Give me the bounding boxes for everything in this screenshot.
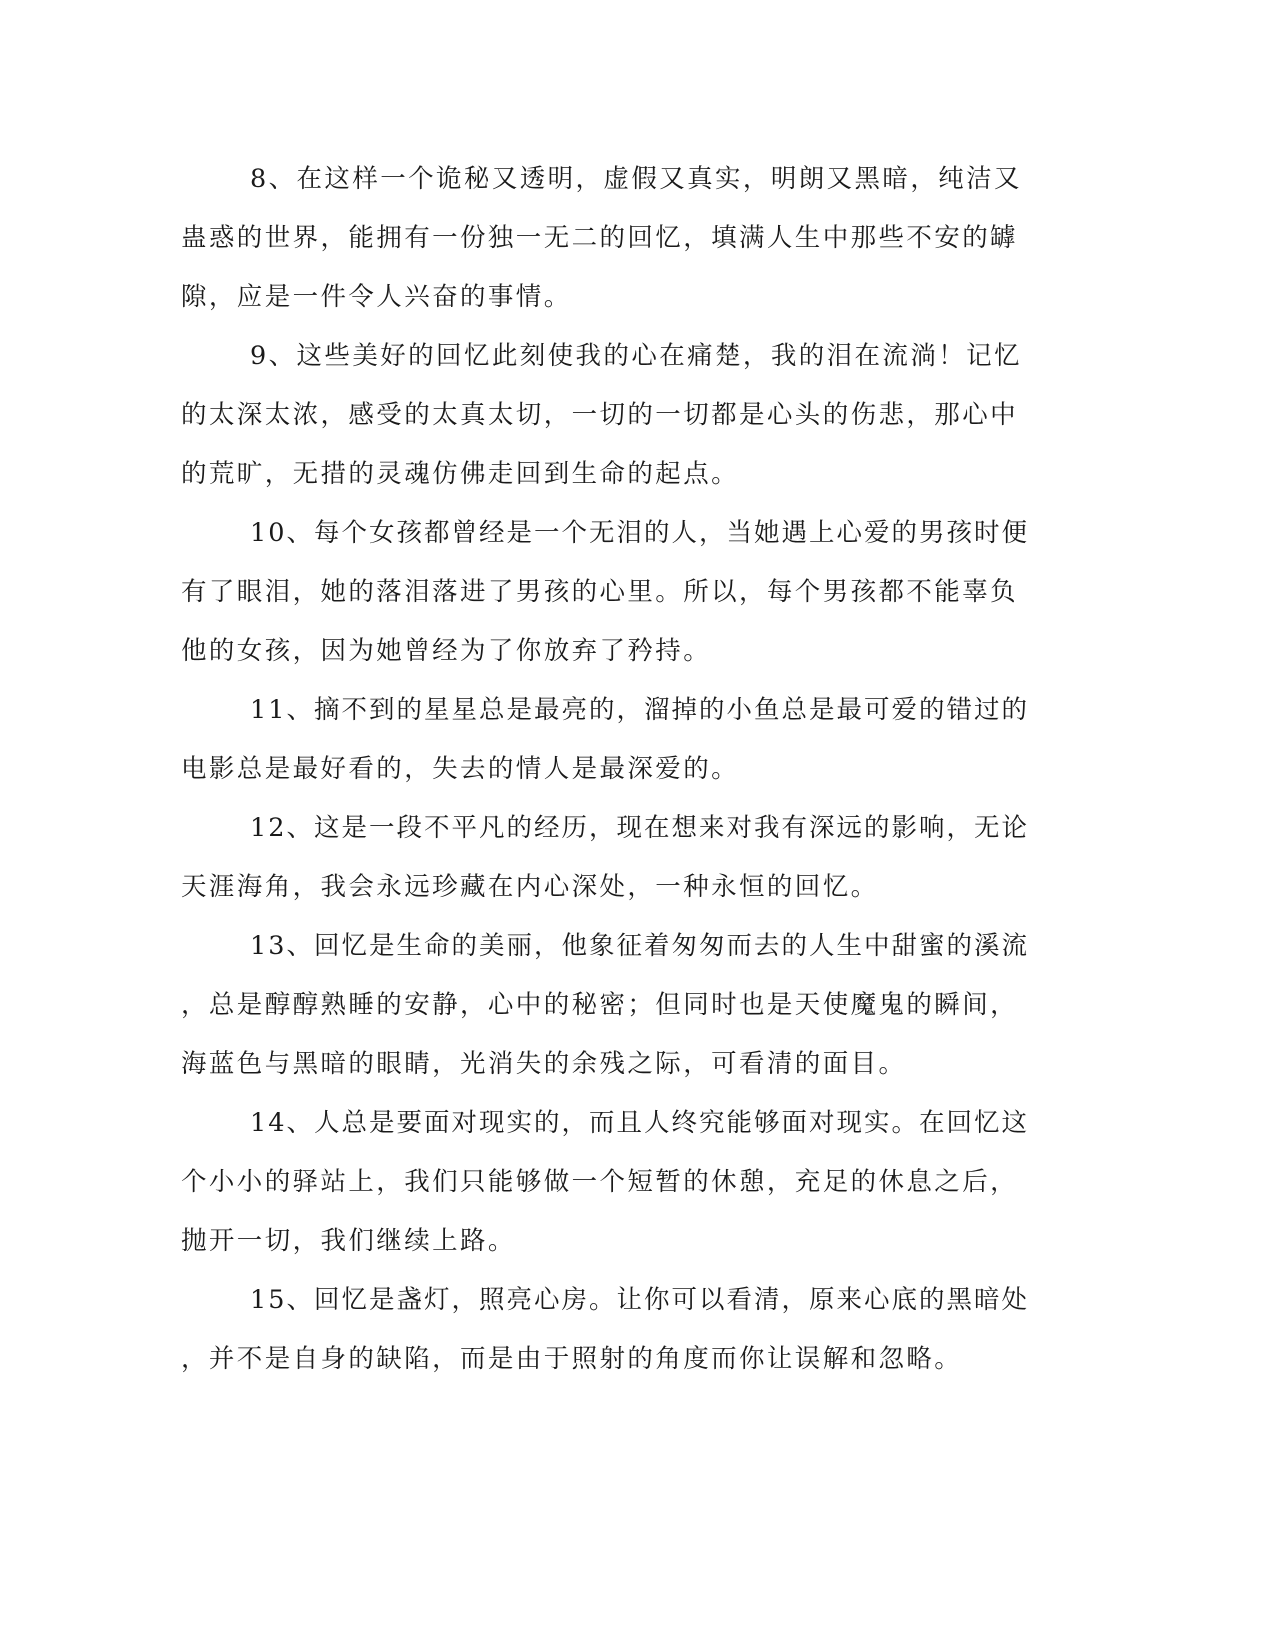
paragraph-line: 10、每个女孩都曾经是一个无泪的人，当她遇上心爱的男孩时便 — [250, 518, 1029, 548]
paragraph-line: 的荒旷，无措的灵魂仿佛走回到生命的起点。 — [181, 459, 740, 489]
paragraph-line: 隙，应是一件令人兴奋的事情。 — [181, 282, 572, 312]
paragraph-12 — [181, 799, 1031, 917]
paragraph-13 — [181, 917, 1031, 1094]
paragraph-line: 12、这是一段不平凡的经历，现在想来对我有深远的影响，无论 — [250, 813, 1029, 843]
paragraph-line: 13、回忆是生命的美丽，他象征着匆匆而去的人生中甜蜜的溪流 — [250, 931, 1029, 961]
paragraph-line: 他的女孩，因为她曾经为了你放弃了矜持。 — [181, 636, 712, 666]
paragraph-9 — [181, 327, 1031, 504]
paragraph-line: 天涯海角，我会永远珍藏在内心深处，一种永恒的回忆。 — [181, 872, 879, 902]
paragraph-line: 海蓝色与黑暗的眼睛，光消失的余残之际，可看清的面目。 — [181, 1049, 907, 1079]
paragraph-11 — [181, 681, 1031, 799]
paragraph-line: ，并不是自身的缺陷，而是由于照射的角度而你让误解和忽略。 — [181, 1344, 963, 1374]
paragraph-line: 蛊惑的世界，能拥有一份独一无二的回忆，填满人生中那些不安的罅 — [181, 223, 1019, 253]
paragraph-line: 11、摘不到的星星总是最亮的，溜掉的小鱼总是最可爱的错过的 — [250, 695, 1029, 725]
paragraph-line: 8、在这样一个诡秘又透明，虚假又真实，明朗又黑暗，纯洁又 — [250, 164, 1022, 194]
paragraph-line: 9、这些美好的回忆此刻使我的心在痛楚，我的泪在流淌！记忆 — [250, 341, 1022, 371]
paragraph-line: 有了眼泪，她的落泪落进了男孩的心里。所以，每个男孩都不能辜负 — [181, 577, 1019, 607]
paragraph-line: 个小小的驿站上，我们只能够做一个短暂的休憩，充足的休息之后， — [181, 1167, 1019, 1197]
paragraph-15 — [181, 1271, 1031, 1389]
paragraph-line: 抛开一切，我们继续上路。 — [181, 1226, 516, 1256]
paragraph-line: 14、人总是要面对现实的，而且人终究能够面对现实。在回忆这 — [250, 1108, 1029, 1138]
paragraph-line: 15、回忆是盏灯，照亮心房。让你可以看清，原来心底的黑暗处 — [250, 1285, 1029, 1315]
paragraph-line: 的太深太浓，感受的太真太切，一切的一切都是心头的伤悲，那心中 — [181, 400, 1019, 430]
paragraph-line: 电影总是最好看的，失去的情人是最深爱的。 — [181, 754, 740, 784]
paragraph-10 — [181, 504, 1031, 681]
paragraph-line: ，总是醇醇熟睡的安静，心中的秘密；但同时也是天使魔鬼的瞬间， — [181, 990, 1019, 1020]
document-body — [181, 150, 1031, 1389]
paragraph-8 — [181, 150, 1031, 327]
paragraph-14 — [181, 1094, 1031, 1271]
